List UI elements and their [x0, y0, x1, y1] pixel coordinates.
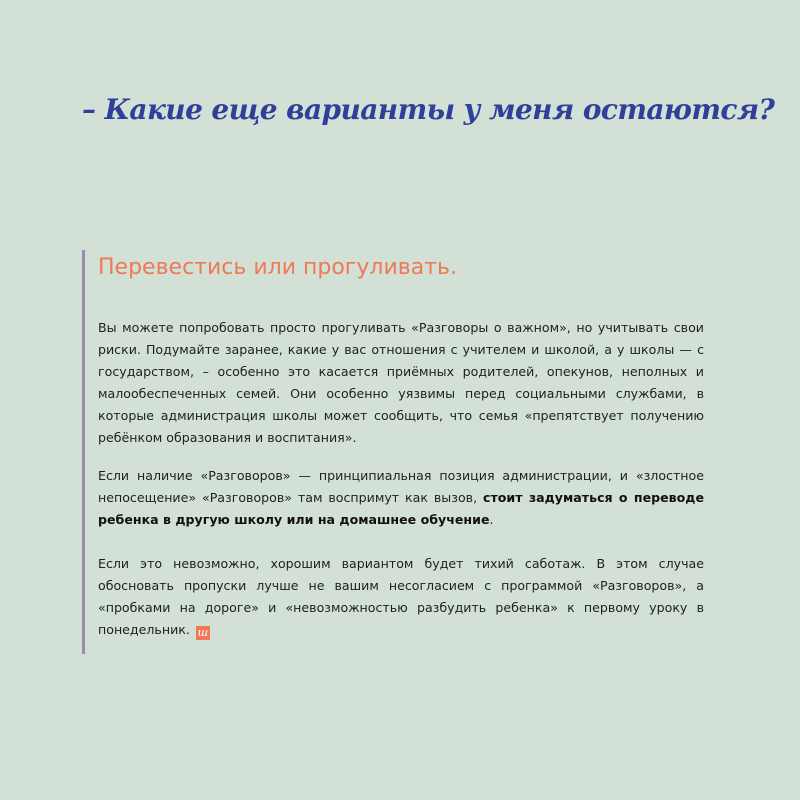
content-section — [82, 250, 704, 654]
paragraph-risks: Вы можете попробовать просто прогуливать «Разговоры о важном», но учитывать свои риски. Подумайте заранее, какие у вас отношения с учителем и школой, а у школы — с государством, – особенно это касается приёмных родителей, опекунов, неполных и малообеспеченных семей. Они особенно уязвимы перед социальными службами, в которые администрация школы может сообщить, что семья «препятствует получению ребёнком образования и воспитания». — [98, 320, 704, 445]
section-title: Перевестись или прогуливать. — [98, 255, 457, 280]
paragraph-transfer-end: . — [489, 512, 494, 527]
paragraph-sabotage — [98, 553, 704, 641]
paragraph-transfer — [98, 465, 704, 531]
paragraph-transfer-emphasis: стоит задуматься о переводе ребенка в другую школу или на домашнее обучение — [98, 490, 704, 527]
accent-bar — [82, 250, 85, 654]
brand-mark-icon: ш — [197, 626, 209, 639]
paragraph-sabotage-text: Если это невозможно, хорошим вариантом будет тихий саботаж. В этом случае обосновать пропуски лучше не вашим несогласием с программой «Разговоров», а «пробками на дороге» и «невозможностью разбудить ребенка» к первому уроку в понедельник. — [98, 556, 704, 637]
paragraph-transfer-text: Если наличие «Разговоров» — принципиальная позиция администрации, и «злостное непосещение» «Разговоров» там воспримут как вызов, — [98, 468, 704, 505]
page-title: – Какие еще варианты у меня остаются? — [82, 93, 775, 126]
